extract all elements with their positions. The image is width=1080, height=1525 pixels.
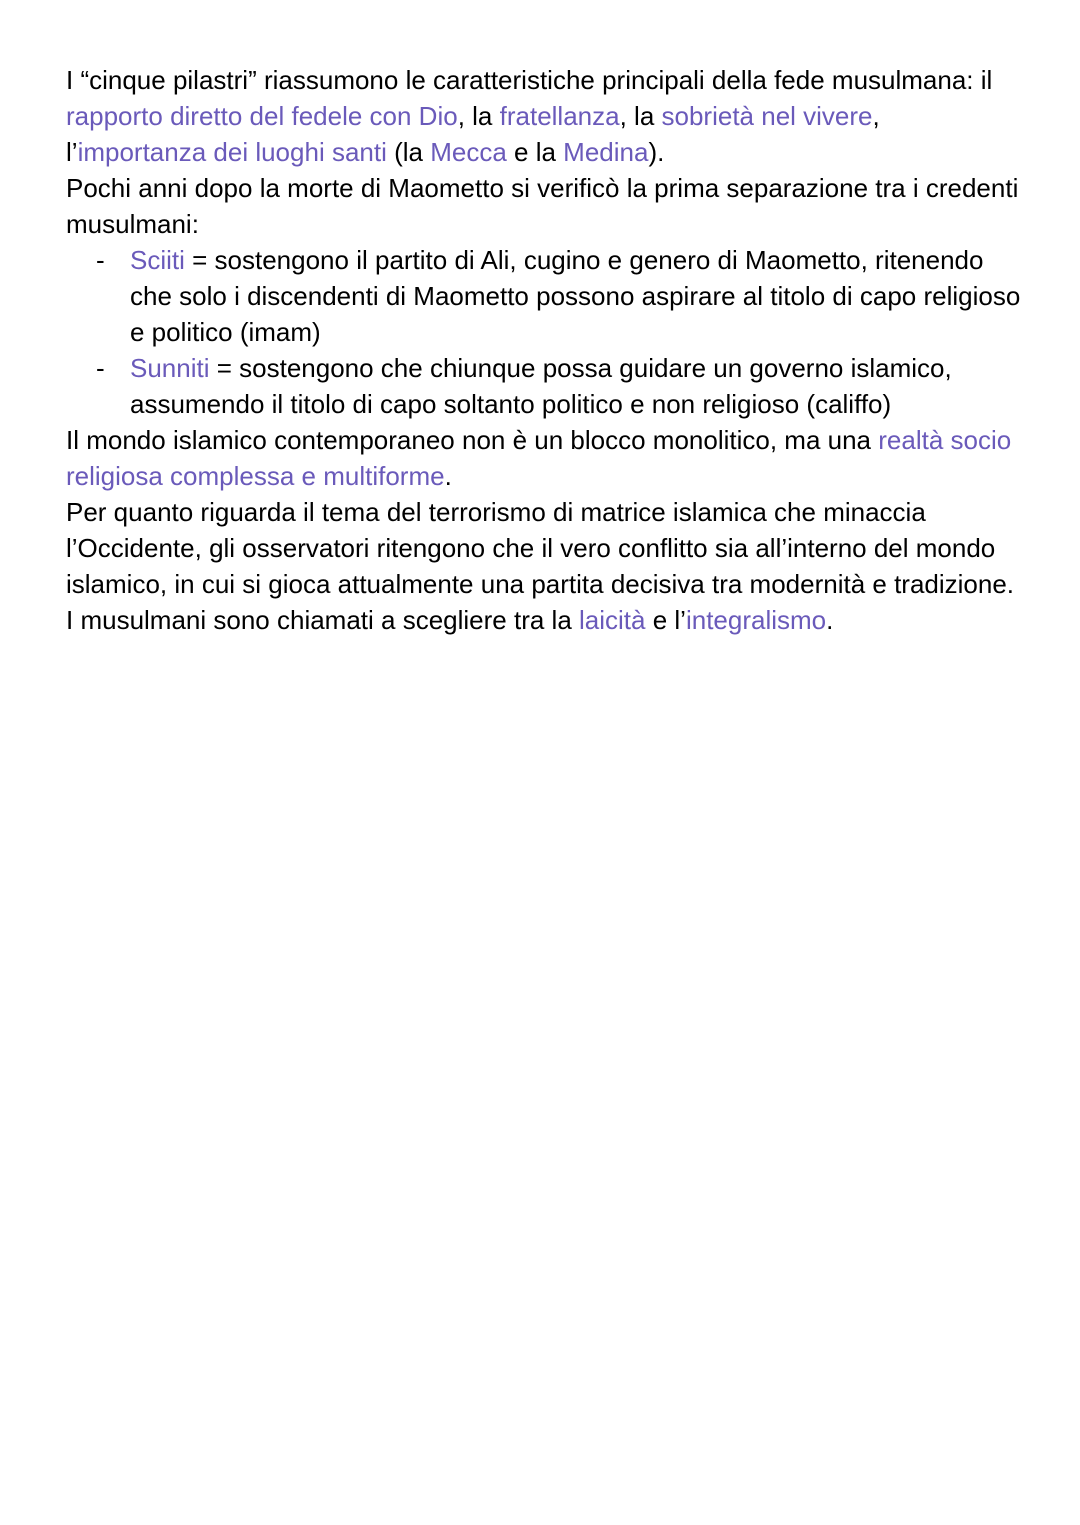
highlight-sobriety: sobrietà nel vivere — [661, 101, 873, 131]
text-segment: = sostengono il partito di Ali, cugino e genero di Maometto, ritenendo che solo i discendenti di Maometto possono aspirare al titolo di capo religioso e politico (imam) — [130, 245, 1021, 347]
text-segment: , la — [619, 101, 662, 131]
text-segment: e la — [506, 137, 564, 167]
text-segment: , l’ — [66, 101, 880, 167]
text-segment: ). — [648, 137, 665, 167]
text-segment: Per quanto riguarda il tema del terrorismo di matrice islamica che minaccia l’Occidente, gli osservatori ritengono che il vero conflitto sia all’interno del mondo islamico, in cui si gioca attualmente una partita decisiva tra modernità e tradizione. I musulmani sono chiamati a scegliere tra la — [66, 497, 1015, 635]
bullet-dash: - — [96, 245, 105, 275]
text-segment: I “cinque pilastri” riassumono le caratteristiche principali della fede musulmana: il — [66, 65, 993, 95]
list-item-sciiti — [66, 242, 1026, 350]
text-segment: = sostengono che chiunque possa guidare un governo islamico, assumendo il titolo di capo soltanto politico e non religioso (califfo) — [130, 353, 952, 419]
highlight-sunniti: Sunniti — [130, 353, 210, 383]
highlight-direct-relationship: rapporto diretto del fedele con Dio — [66, 101, 458, 131]
document-page — [66, 62, 1026, 638]
text-segment: , la — [457, 101, 500, 131]
highlight-secularism: laicità — [579, 605, 646, 635]
bullet-list — [66, 242, 1026, 422]
text-segment: . — [826, 605, 834, 635]
highlight-holy-places: importanza dei luoghi santi — [77, 137, 387, 167]
highlight-brotherhood: fratellanza — [499, 101, 620, 131]
list-item-sunniti — [66, 350, 1026, 422]
text-segment: Pochi anni dopo la morte di Maometto si verificò la prima separazione tra i credenti musulmani: — [66, 173, 1019, 239]
paragraph-terrorism — [66, 494, 1026, 638]
paragraph-contemporary — [66, 422, 1026, 494]
highlight-complex-reality: realtà socio religiosa complessa e multiforme — [66, 425, 1012, 491]
highlight-fundamentalism: integralismo — [685, 605, 827, 635]
highlight-medina: Medina — [563, 137, 649, 167]
highlight-sciiti: Sciiti — [130, 245, 185, 275]
text-segment: e l’ — [645, 605, 686, 635]
text-segment: (la — [386, 137, 431, 167]
highlight-mecca: Mecca — [430, 137, 507, 167]
paragraph-pillars — [66, 62, 1026, 170]
text-segment: Il mondo islamico contemporaneo non è un blocco monolitico, ma una — [66, 425, 879, 455]
paragraph-separation — [66, 170, 1026, 242]
text-segment: . — [444, 461, 452, 491]
bullet-dash: - — [96, 353, 105, 383]
